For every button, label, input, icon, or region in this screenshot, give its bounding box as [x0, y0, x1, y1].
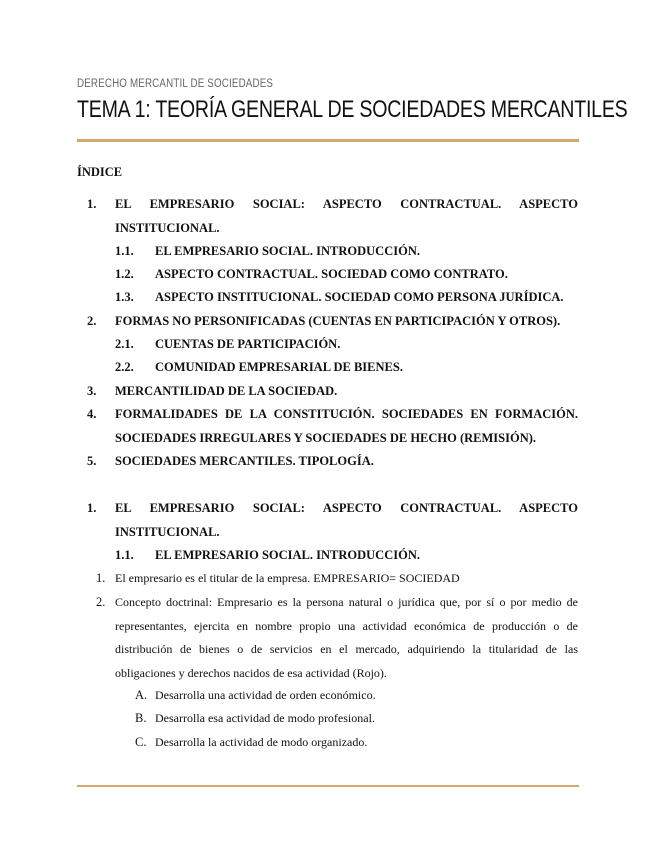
subsection-text: EL EMPRESARIO SOCIAL. INTRODUCCIÓN. [155, 548, 420, 562]
index-item-text: EL EMPRESARIO SOCIAL. INTRODUCCIÓN. [155, 244, 420, 258]
index-item-number: 1. [87, 197, 97, 211]
index-item-number: 2.1. [115, 337, 134, 351]
section-text: EL EMPRESARIO SOCIAL: ASPECTO CONTRACTUAL. ASPECTO INSTITUCIONAL. [115, 501, 578, 539]
index-item-number: 2. [87, 314, 97, 328]
subpoint-text: Desarrolla una actividad de orden económico. [155, 688, 376, 702]
point-text: El empresario es el titular de la empresa. EMPRESARIO= SOCIEDAD [115, 571, 460, 585]
index-item-text: EL EMPRESARIO SOCIAL: ASPECTO CONTRACTUAL. ASPECTO INSTITUCIONAL. [115, 197, 578, 235]
subpoint-letter: B. [135, 711, 147, 725]
index-item-text: SOCIEDADES MERCANTILES. TIPOLOGÍA. [115, 454, 374, 468]
subpoint-letter: C. [135, 735, 147, 749]
point-text: Concepto doctrinal: Empresario es la persona natural o jurídica que, por sí o por medio de representantes, ejercita en nombre propio una actividad económica de producción o de distribución de bienes o de servicios en el mercado, adquiriendo la titularidad de las obligaciones y derechos nacidos de esa actividad (Rojo). [115, 595, 578, 680]
index-item-text: ASPECTO INSTITUCIONAL. SOCIEDAD COMO PERSONA JURÍDICA. [155, 290, 564, 304]
index-item-text: FORMAS NO PERSONIFICADAS (CUENTAS EN PARTICIPACIÓN Y OTROS). [115, 314, 561, 328]
index-item-number: 2.2. [115, 360, 134, 374]
index-item-text: FORMALIDADES DE LA CONSTITUCIÓN. SOCIEDADES EN FORMACIÓN. SOCIEDADES IRREGULARES Y SOCIEDADES DE HECHO (REMISIÓN). [115, 407, 578, 445]
footer-rule [77, 785, 579, 787]
section-number: 1. [87, 501, 97, 515]
index-item-text: MERCANTILIDAD DE LA SOCIEDAD. [115, 384, 338, 398]
subpoint-text: Desarrolla esa actividad de modo profesional. [155, 711, 375, 725]
index-item-number: 4. [87, 407, 97, 421]
index-item-text: CUENTAS DE PARTICIPACIÓN. [155, 337, 341, 351]
index-item-number: 1.2. [115, 267, 134, 281]
course-kicker: DERECHO MERCANTIL DE SOCIEDADES [77, 78, 274, 90]
title-rule [77, 139, 579, 142]
index-item-text: COMUNIDAD EMPRESARIAL DE BIENES. [155, 360, 403, 374]
index-item-number: 1.3. [115, 290, 134, 304]
index-item-number: 1.1. [115, 244, 134, 258]
index-item-number: 3. [87, 384, 97, 398]
point-number: 1. [96, 571, 106, 585]
document-title: TEMA 1: TEORÍA GENERAL DE SOCIEDADES MERCANTILES [77, 96, 628, 123]
subpoint-letter: A. [135, 688, 148, 702]
index-item-number: 5. [87, 454, 97, 468]
index-item-text: ASPECTO CONTRACTUAL. SOCIEDAD COMO CONTRATO. [155, 267, 508, 281]
subpoint-text: Desarrolla la actividad de modo organizado. [155, 735, 368, 749]
subsection-number: 1.1. [115, 548, 134, 562]
point-number: 2. [96, 595, 106, 609]
index-heading: ÍNDICE [77, 165, 123, 179]
